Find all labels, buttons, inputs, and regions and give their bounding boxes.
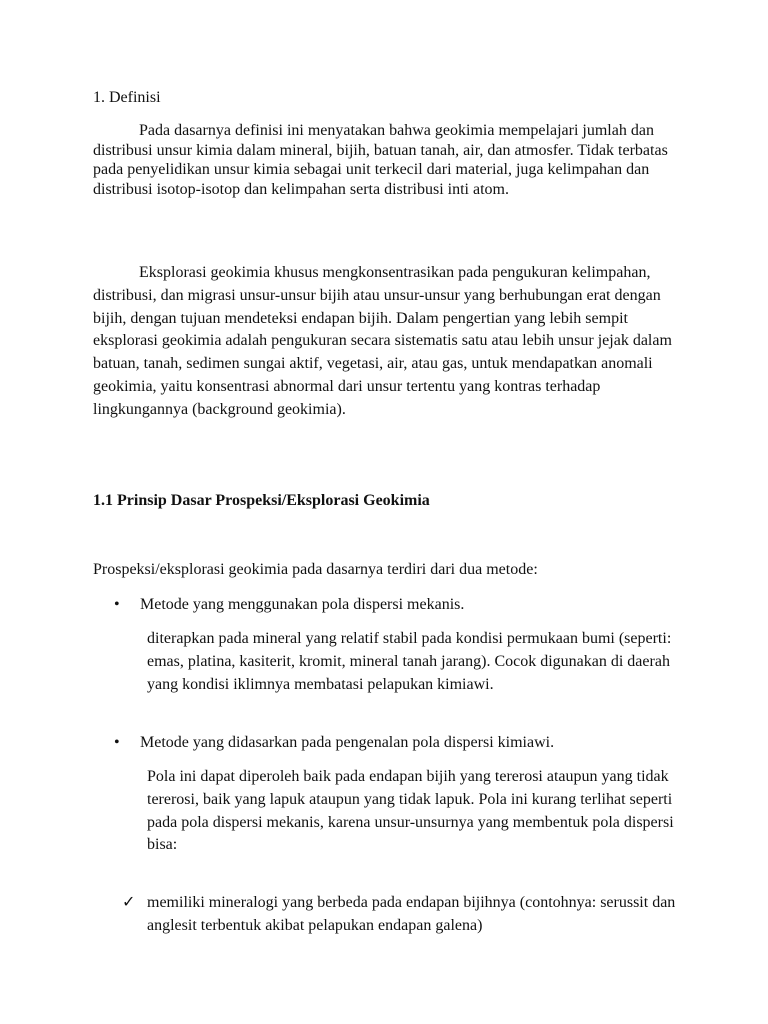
subsection-title: 1.1 Prinsip Dasar Prospeksi/Eksplorasi Geokimia [93,492,430,509]
paragraph-definition: Pada dasarnya definisi ini menyatakan bahwa geokimia mempelajari jumlah dan distribusi unsur kimia dalam mineral, bijih, batuan tanah, air, dan atmosfer. Tidak terbatas pada penyelidikan unsur kimia sebagai unit terkecil dari material, juga kelimpahan dan distribusi isotop-isotop dan kelimpahan serta distribusi inti atom. [93,122,668,198]
section-heading: 1. Definisi [93,89,161,106]
paragraph-exploration: Eksplorasi geokimia khusus mengkonsentrasikan pada pengukuran kelimpahan, distribusi, dan migrasi unsur-unsur bijih atau unsur-unsur yang berhubungan erat dengan bijih, dengan tujuan mendeteksi endapan bijih. Dalam pengertian yang lebih sempit eksplorasi geokimia adalah pengukuran secara sistematis satu atau lebih unsur jejak dalam batuan, tanah, sedimen sungai aktif, vegetasi, air, atau gas, untuk mendapatkan anomali geokimia, yaitu konsentrasi abnormal dari unsur tertentu yang kontras terhadap lingkungannya (background geokimia). [93,264,672,418]
checklist-text: memiliki mineralogi yang berbeda pada endapan bijihnya (contohnya: serussit dan anglesit terbentuk akibat pelapukan endapan galena) [147,894,676,934]
bullet-marker: • [114,734,120,751]
bullet-label: Metode yang didasarkan pada pengenalan pola dispersi kimiawi. [140,734,555,751]
intro-line: Prospeksi/eksplorasi geokimia pada dasarnya terdiri dari dua metode: [93,561,538,578]
bullet-description: Pola ini dapat diperoleh baik pada endapan bijih yang tererosi ataupun yang tidak tererosi, baik yang lapuk ataupun yang tidak lapuk. Pola ini kurang terlihat seperti pada pola dispersi mekanis, karena unsur-unsurnya yang membentuk pola dispersi bisa: [147,768,674,854]
checkmark-icon: ✓ [122,894,136,911]
bullet-description: diterapkan pada mineral yang relatif stabil pada kondisi permukaan bumi (seperti: emas, platina, kasiterit, kromit, mineral tanah jarang). Cocok digunakan di daerah yang kondisi iklimnya membatasi pelapukan kimiawi. [147,630,672,693]
bullet-label: Metode yang menggunakan pola dispersi mekanis. [140,596,465,613]
bullet-marker: • [114,596,120,613]
